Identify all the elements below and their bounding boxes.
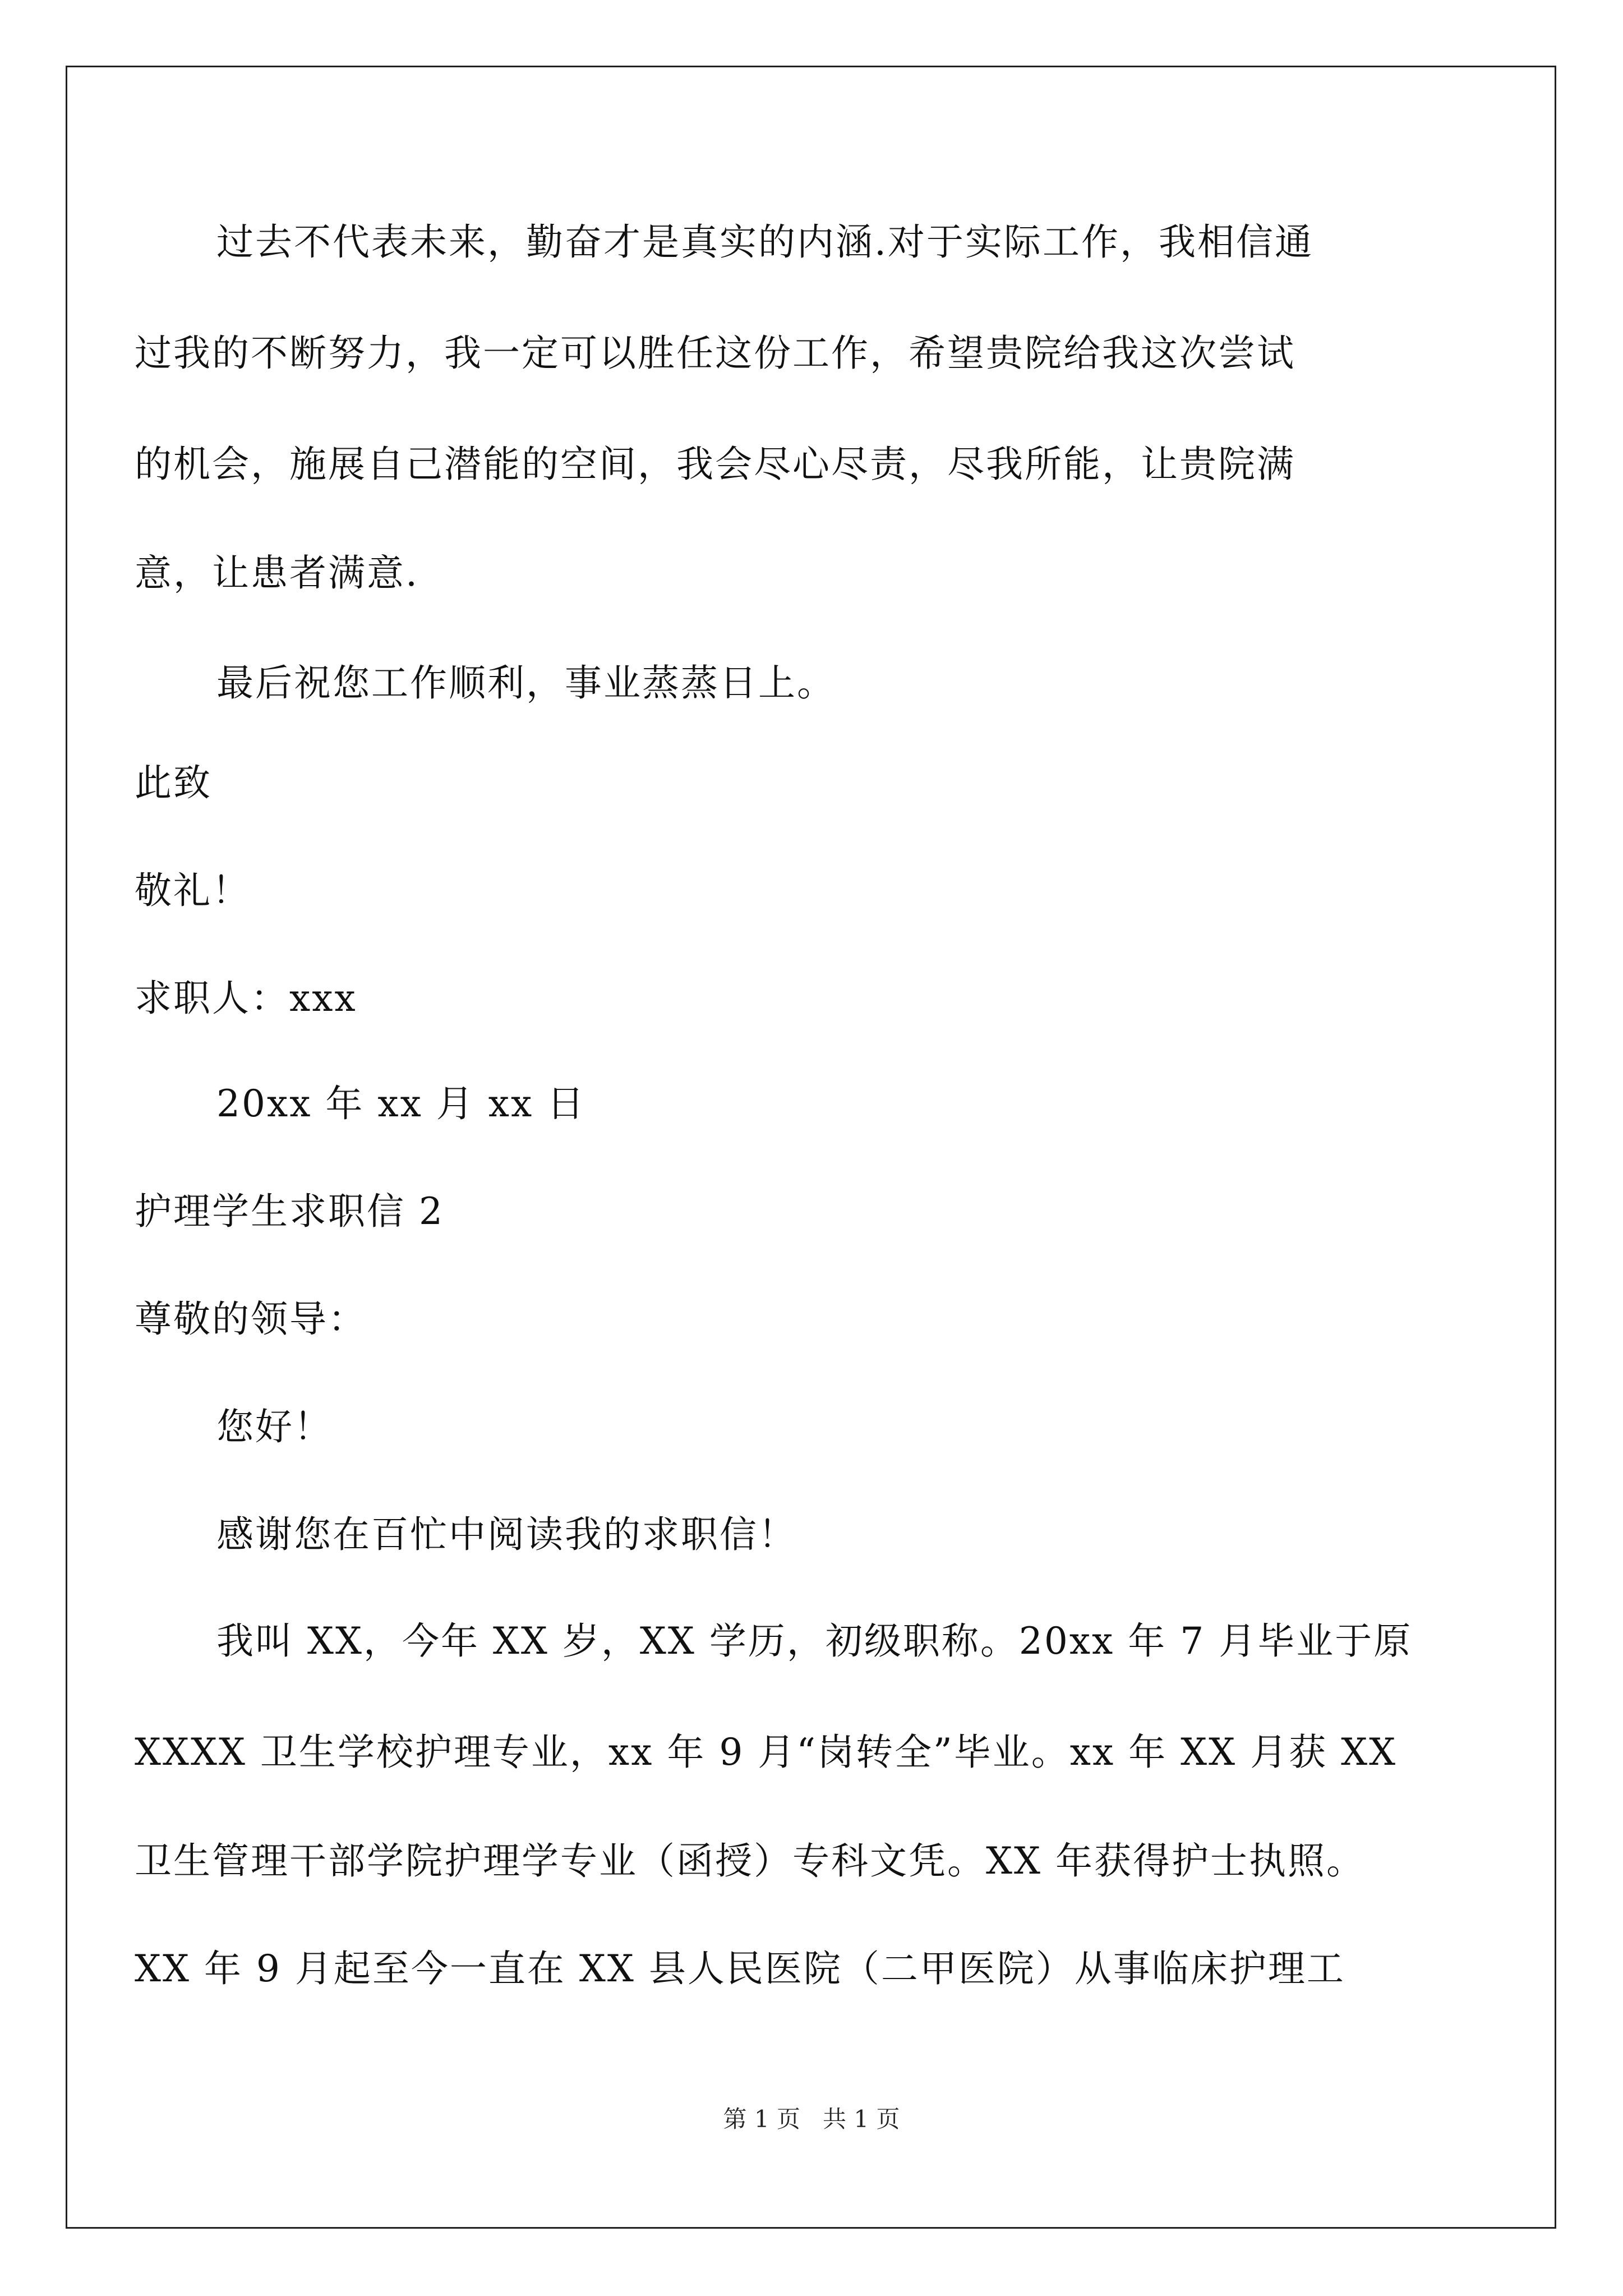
paragraph-line: 过我的不断努力，我一定可以胜任这份工作，希望贵院给我这次尝试 xyxy=(135,332,1295,375)
greeting-recipient: 尊敬的领导： xyxy=(135,1297,367,1341)
paragraph-line: 的机会，施展自己潜能的空间，我会尽心尽责，尽我所能，让贵院满 xyxy=(135,443,1295,486)
page-footer: 第 1 页 共 1 页 xyxy=(723,2105,900,2133)
paragraph-line: 卫生管理干部学院护理学专业（函授）专科文凭。XX 年获得护士执照。 xyxy=(135,1839,1365,1883)
applicant-signature: 求职人：xxx xyxy=(135,977,357,1020)
paragraph-line: 过去不代表未来，勤奋才是真实的内涵.对于实际工作，我相信通 xyxy=(216,220,1313,264)
letter-date: 20xx 年 xx 月 xx 日 xyxy=(216,1082,586,1125)
paragraph-line: 我叫 XX，今年 XX 岁，XX 学历，初级职称。20xx 年 7 月毕业于原 xyxy=(216,1619,1413,1663)
paragraph-line: 感谢您在百忙中阅读我的求职信！ xyxy=(216,1513,797,1556)
closing-wish: 最后祝您工作顺利，事业蒸蒸日上。 xyxy=(216,661,836,705)
salutation-regards: 敬礼！ xyxy=(135,869,251,912)
paragraph-line: 意，让患者满意. xyxy=(135,551,419,595)
salutation-closing: 此致 xyxy=(135,761,212,804)
paragraph-line: XX 年 9 月起至今一直在 XX 县人民医院（二甲医院）从事临床护理工 xyxy=(135,1947,1345,1990)
section-title: 护理学生求职信 2 xyxy=(135,1190,444,1233)
page-border xyxy=(66,66,1556,2229)
greeting: 您好！ xyxy=(216,1405,333,1448)
paragraph-line: XXXX 卫生学校护理专业，xx 年 9 月“岗转全”毕业。xx 年 XX 月获 XX xyxy=(135,1731,1398,1774)
